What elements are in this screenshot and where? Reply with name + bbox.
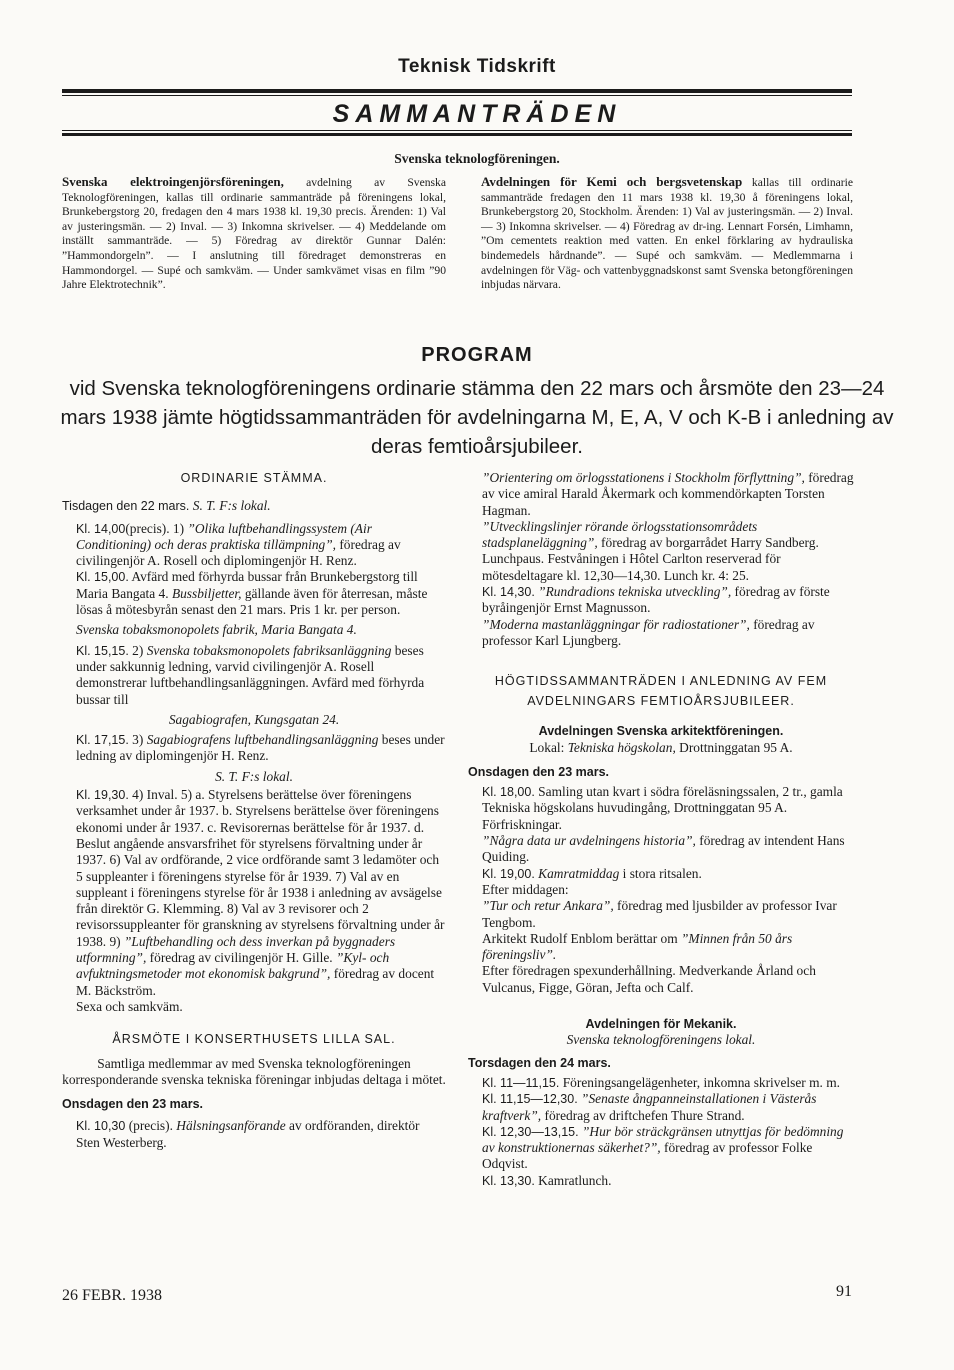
item-title: Svenska tobaksmonopolets fabriksanläggning: [146, 642, 392, 658]
item-title: Bussbiljetter,: [171, 585, 242, 601]
footer-date: 26 FEBR. 1938: [62, 1287, 163, 1304]
item-text: (precis).: [125, 1118, 177, 1134]
item-text: Förfriskningar.: [482, 816, 562, 832]
place-tobaksmonopolet: Svenska tobaksmonopolets fabrik, Maria Bangata 4.: [76, 622, 357, 638]
header-rule-bottom: [62, 133, 852, 136]
item-text: gällande även för återresan, måste lösas å mötesbyrån senast den 21 mars. Pris 1 kr. per person.: [76, 585, 428, 618]
time-label: Kl. 19,00.: [482, 866, 535, 881]
time-label: Kl. 15,00.: [76, 570, 129, 585]
header-rule-bottom-thin: [62, 130, 852, 131]
item-text: föredrag av professor Karl Ljungberg.: [482, 616, 815, 648]
item-text: föredrag av förste byråingenjör Ernst Magnusson.: [482, 584, 830, 616]
item-text: föredrag av professor Folke Odqvist.: [482, 1140, 813, 1172]
notice-elektro-heading: Svenska elektroingenjörsföreningen,: [62, 174, 284, 189]
heading-hogtidssammantraden: HÖGTIDSSAMMANTRÄDEN I ANLEDNING AV FEM AVDELNINGARS FEMTIOÅRSJUBILEER.: [494, 674, 828, 709]
item-title: Hälsningsanförande: [176, 1118, 286, 1134]
time-label: Kl. 11—11,15.: [482, 1075, 560, 1090]
program-column-left: [62, 470, 446, 1151]
item-title: ”Kyl- och avfuktningsmetoder mot ekonomisk bakgrund”,: [76, 950, 390, 982]
item-title: ”Moderna mastanläggningar för radiostationer”,: [482, 616, 750, 632]
heading-arsmote: ÅRSMÖTE I KONSERTHUSETS LILLA SAL.: [112, 1032, 396, 1047]
time-label: Kl. 17,15.: [76, 733, 129, 748]
place-stf: S. T. F:s lokal.: [192, 498, 271, 514]
item-title: ”Olika luftbehandlingssystem (Air Conditioning) och deras praktiska tillämpning”,: [76, 520, 372, 552]
item-text: föredrag av driftchefen Thure Strand.: [541, 1107, 745, 1123]
item-text: föredrag av civilingenjör A. Rosell och diplomingenjör H. Renz.: [76, 536, 401, 569]
place-label: Lokal:: [529, 739, 568, 755]
item-text: i stora ritsalen.: [619, 865, 702, 881]
arsmote-text: Samtliga medlemmar av med Svenska teknologföreningen korresponderande svenska tekniska föreningar inbjudas deltaga i mötet.: [62, 1055, 446, 1087]
item-title: ”Tur och retur Ankara”,: [482, 898, 614, 914]
program-title: PROGRAM: [421, 344, 533, 366]
item-text: Efter middagen:: [482, 881, 569, 897]
item-text: Efter föredragen spexunderhållning. Medverkande Årland och Vulcanus, Figge, Göran, Jefta och Calf.: [482, 963, 816, 995]
place-tekniska-hogskolan: Tekniska högskolan,: [567, 739, 676, 755]
time-label: Kl. 10,30: [76, 1119, 126, 1134]
item-text: föredrag av civilingenjör H. Gille.: [146, 950, 336, 966]
notice-kemi-heading: Avdelningen för Kemi och bergsvetenskap: [481, 174, 743, 189]
item-text: Samling utan kvart i södra föreläsningssalen, 2 tr., gamla Tekniska högskolans huvudingång, Drottninggatan 95 A.: [482, 784, 843, 816]
time-label: Kl. 19,30.: [76, 788, 129, 803]
item-title: ”Utvecklingslinjer rörande örlogsstationsområdets stadsplaneläggning”,: [482, 518, 758, 551]
place-stf: S. T. F:s lokal.: [215, 768, 293, 784]
time-label: Kl. 18,00.: [482, 785, 535, 800]
item-text: Lunchpaus. Festvåningen i Hôtel Carlton reserverad för mötesdeltagare kl. 12,30—14,30. Lunch kr. 4: 25.: [482, 551, 781, 583]
item-title: Kamratmiddag: [534, 865, 620, 881]
item-text: beses under ledning av diplomingenjör H. Renz.: [76, 732, 445, 764]
time-label: Kl. 15,15.: [76, 643, 129, 658]
time-label: Kl. 13,30.: [482, 1173, 535, 1188]
item-text: Sexa och samkväm.: [76, 998, 183, 1014]
item-text: Avfärd med förhyrda bussar från Brunkebergstorg till Maria Bangata 4.: [76, 569, 418, 601]
page-number: 91: [836, 1283, 852, 1300]
item-title: Sagabiografens luftbehandlingsanläggning: [146, 732, 379, 748]
place-sagabiografen: Sagabiografen, Kungsgatan 24.: [168, 711, 340, 727]
item-title: ”Rundradions tekniska utveckling”,: [534, 584, 732, 600]
day-thursday: Torsdagen den 24 mars.: [468, 1055, 611, 1070]
notice-elektro: [62, 175, 446, 293]
notice-kemi: [481, 175, 853, 293]
item-title: ”Minnen från 50 års föreningsliv”.: [482, 930, 793, 963]
heading-arkitektforeningen: Avdelningen Svenska arkitektföreningen.: [538, 724, 784, 739]
item-text: föredrag med ljusbilder av professor Ivar Tengbom.: [482, 898, 837, 930]
item-text: 2): [128, 642, 147, 658]
item-text: Kamratlunch.: [534, 1172, 612, 1188]
program-column-right: [468, 470, 854, 1189]
item-text: 3): [128, 732, 147, 748]
item-text: föredrag av borgarrådet Harry Sandberg.: [597, 535, 819, 551]
item-text: (precis). 1): [125, 520, 188, 536]
journal-title: Teknisk Tidskrift: [398, 56, 556, 77]
item-text: Föreningsangelägenheter, inkomna skrivelser m. m.: [559, 1074, 840, 1090]
item-text: beses under sakkunnig ledning, varvid civilingenjör A. Rosell demonstrerar luftbehandlingsanläggningen. Avfärd med förhyrda bussar till: [76, 642, 425, 707]
time-label: Kl. 11,15—12,30.: [482, 1092, 578, 1107]
item-text: föredrag av docent M. Bäckström.: [76, 966, 435, 998]
header-rule-top-thin: [62, 95, 852, 96]
item-text: av ordföranden, direktör Sten Westerberg.: [76, 1118, 420, 1150]
program-subtitle: vid Svenska teknologföreningens ordinarie stämma den 22 mars och årsmöte den 23—24 mars 1938 jämte högtidssammanträden för avdelningarna M, E, A, V och K-B i anledning av deras femtioårsjubileer.: [60, 377, 894, 458]
item-title: ”Några data ur avdelningens historia”,: [482, 833, 696, 849]
heading-ordinarie-stamma: ORDINARIE STÄMMA.: [180, 471, 328, 485]
item-title: ”Luftbehandling och dess inverkan på byggnaders utformning”,: [76, 933, 396, 966]
day-tuesday: Tisdagen den 22 mars.: [62, 499, 190, 514]
notice-kemi-text: kallas till ordinarie sammanträde fredagen den 11 mars 1938 kl. 19,30 å föreningens lokal, Brunkebergstorg 20, Stockholm. Ärenden: 1) Val av justeringsmän. — 2) Inval. — 3) Inkomna skrivelser. — 4) Föredrag av dr-ing. Lennart Forsén, Limhamn, ”Om cementets reaktion med vatten. En enkel förklaring av hydrauliska bindemedels hårdnande”. — Supé och samkväm. — Medlemmarna i avdelningen för Väg- och vattenbyggnadskonst samt Svenska betongföreningen inbjudas närvara.: [481, 176, 853, 292]
item-text: föredrag av intendent Hans Quiding.: [482, 833, 845, 865]
place-address: Drottninggatan 95 A.: [675, 739, 793, 755]
item-text: Arkitekt Rudolf Enblom berättar om: [482, 930, 681, 946]
item-text: föredrag av vice amiral Harald Åkermark och kommendörkapten Torsten Hagman.: [482, 470, 854, 518]
time-label: Kl. 14,00: [76, 521, 126, 536]
section-title: SAMMANTRÄDEN: [332, 100, 622, 128]
heading-mekanik: Avdelningen för Mekanik.: [585, 1017, 737, 1032]
place-stf: Svenska teknologföreningens lokal.: [566, 1032, 756, 1048]
item-text: 4) Inval. 5) a. Styrelsens berättelse över föreningens verksamhet under år 1937. b. Styrelsens berättelse över föreningens ekonomi under år 1937. c. Revisorernas berättelse för år 1937. d. Beslut angående ansvarsfrihet för styrelsens förvaltning under år 1937. 6) Val av ordförande, 2 vice ordförande samt 3 ledamöter och 5 suppleanter i föreningens styrelse för år 1939. 7) Val av en suppleant i föreningens styrelse för år 1938 i anledning av avsägelse från direktör G. Klemming. 8) Val av 3 revisorer och 2 revisorssuppleanter för granskning av styrelsens förvaltning under år 1938. 9): [76, 787, 445, 949]
day-wednesday: Onsdagen den 23 mars.: [468, 764, 610, 779]
item-title: ”Orientering om örlogsstationens i Stockholm förflyttning”,: [482, 470, 805, 485]
society-heading: Svenska teknologföreningen.: [394, 151, 560, 166]
day-wednesday: Onsdagen den 23 mars.: [62, 1097, 204, 1112]
item-title: ”Hur bör sträckgränsen utnyttjas för bedömning av konstruktionernas säkerhet?”,: [482, 1123, 844, 1156]
header-rule-top: [62, 89, 852, 93]
notice-elektro-text: avdelning av Svenska Teknologföreningen, kallas till ordinarie sammanträde på föreningens lokal, Brunkebergstorg 20, fredagen den 4 mars 1938 kl. 19,30 precis. Ärenden: 1) Val av justeringsmän. — 2) Inval. — 3) Inkomna skrivelser. — 4) Meddelande om inställt sammanträde. — 5) Föredrag av direktör Gunnar Dalén: ”Hammondorgeln”. — I anslutning till föredraget demonstreras en Hammondorgel. — Supé och samkväm. — Under samkvämet visas en film ”90 Jahre Elektrotechnik”.: [62, 176, 446, 292]
time-label: Kl. 14,30.: [482, 585, 535, 600]
item-title: ”Senaste ångpanneinstallationen i Västerås kraftverk”,: [482, 1091, 817, 1123]
time-label: Kl. 12,30—13,15.: [482, 1124, 579, 1139]
